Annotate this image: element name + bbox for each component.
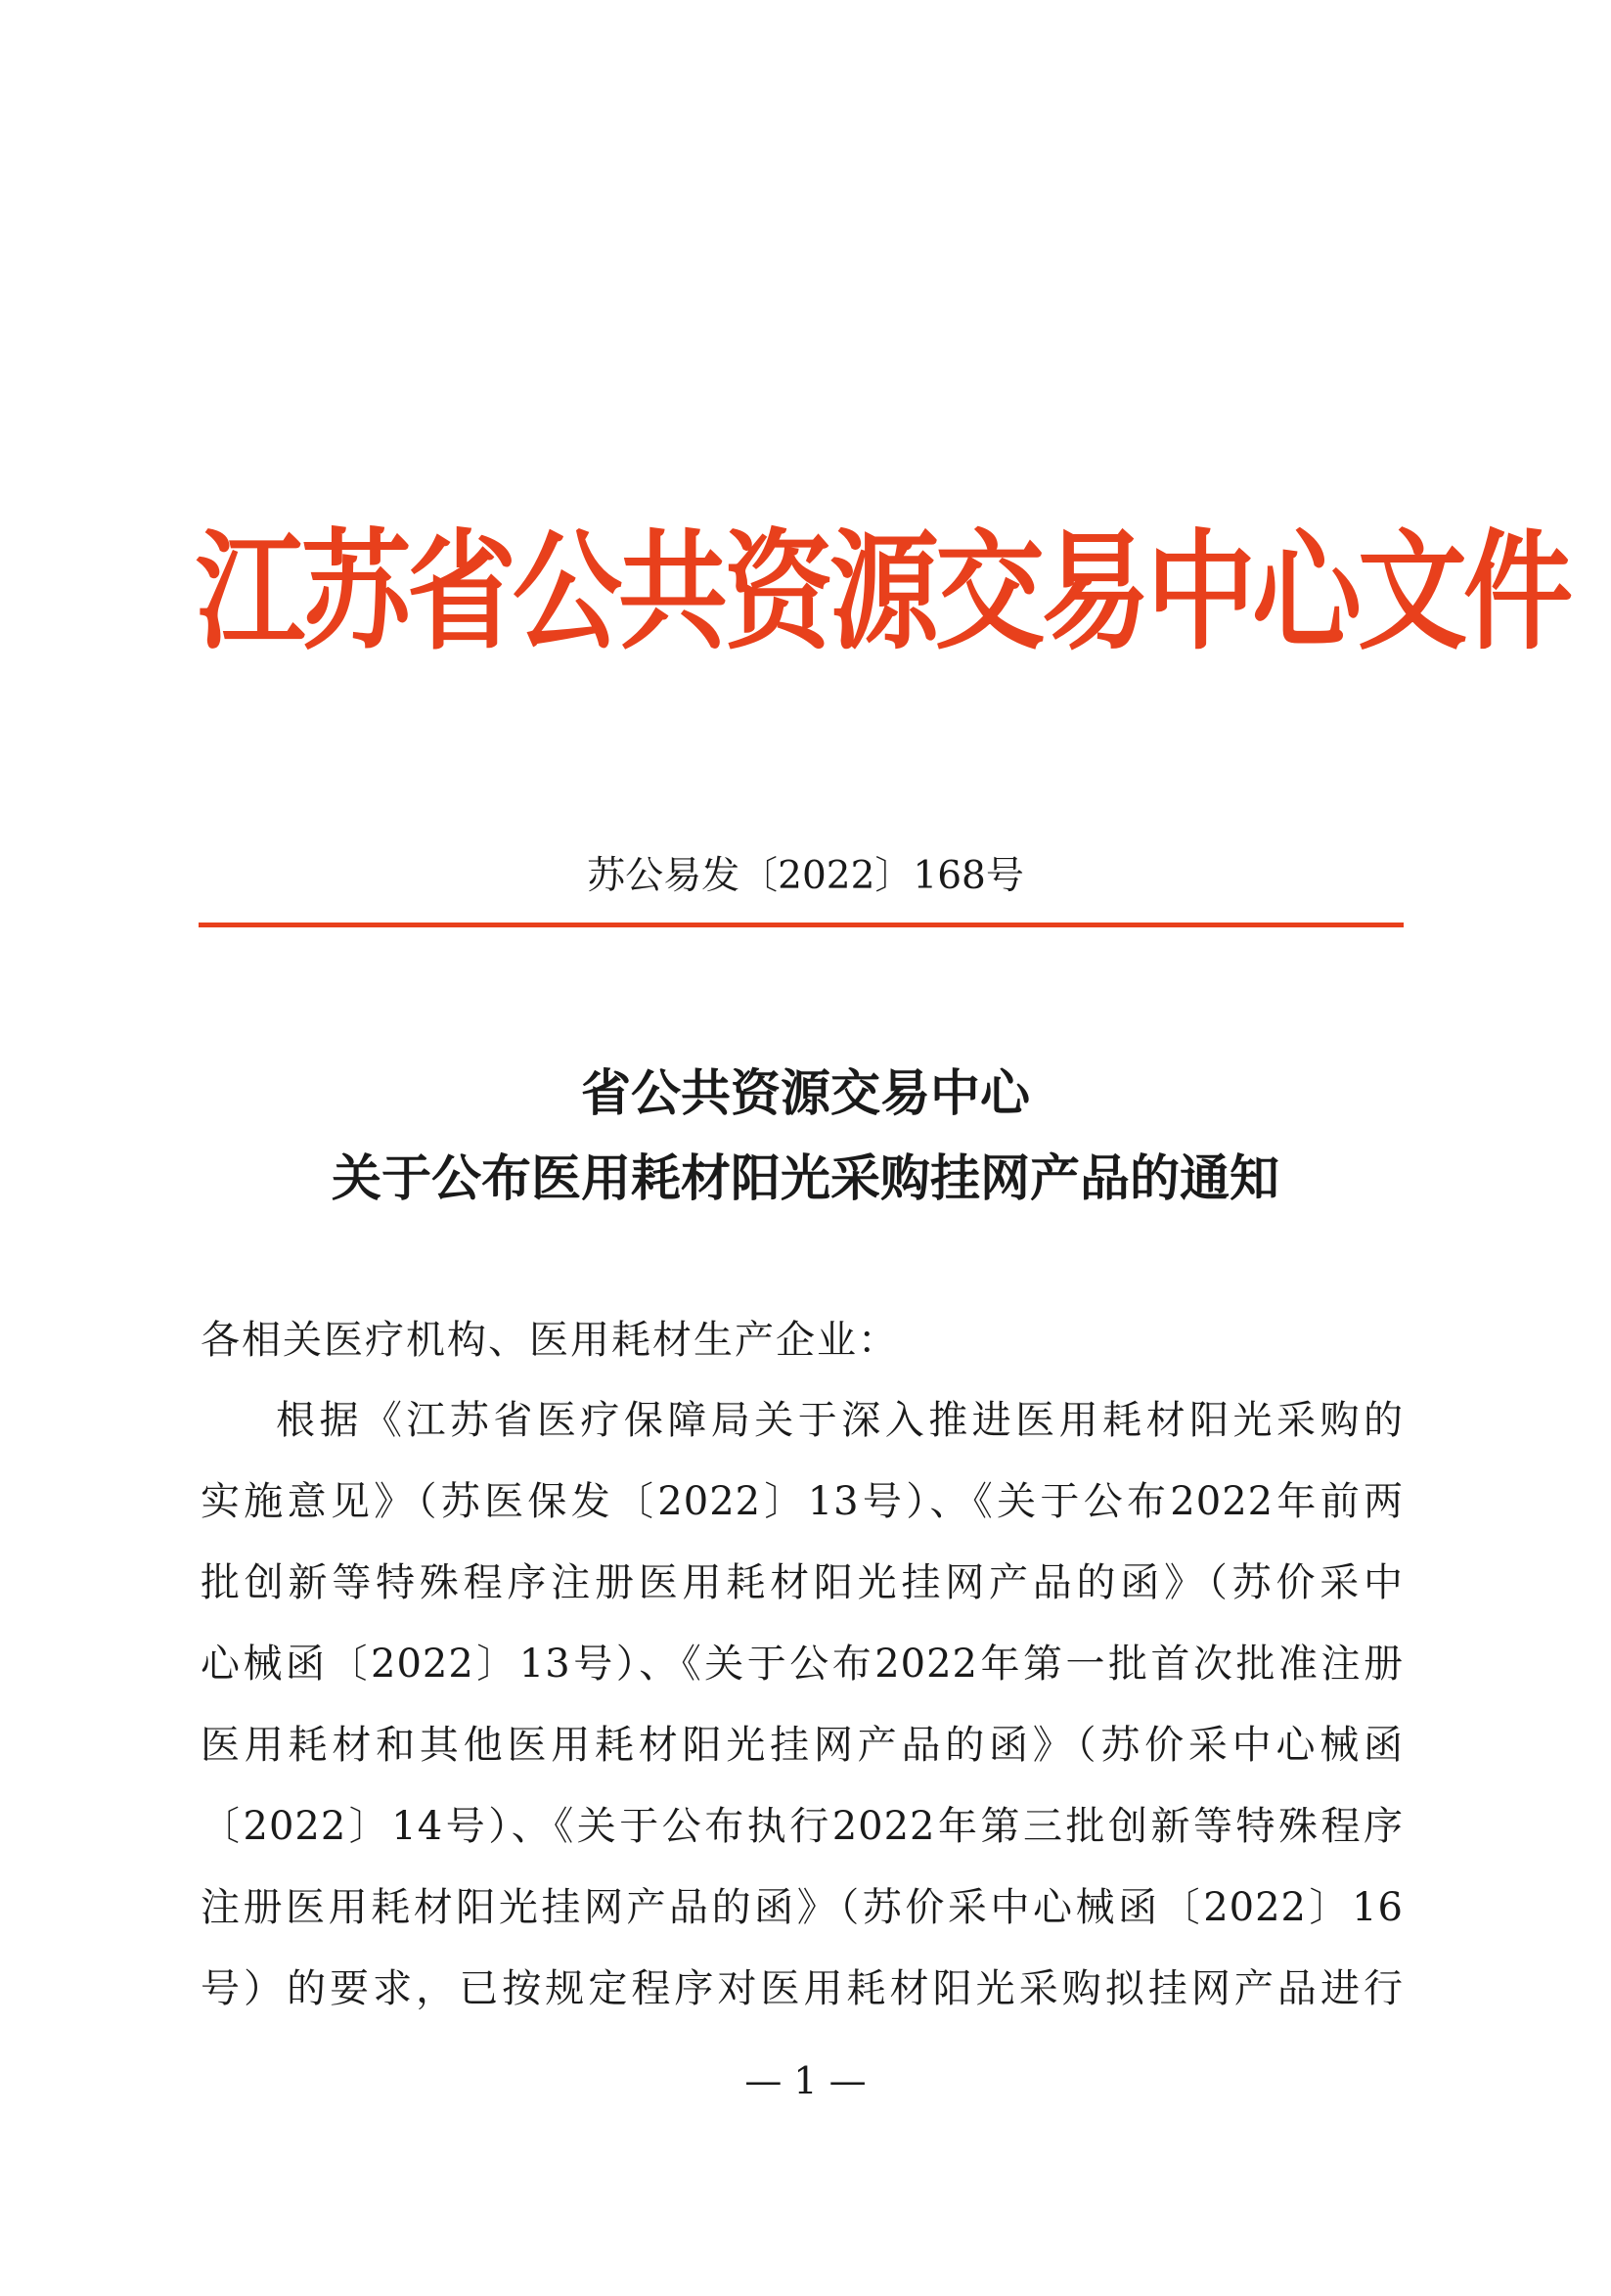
header-divider bbox=[199, 923, 1404, 927]
body-line: 注册医用耗材阳光挂网产品的函》（苏价采中心械函〔2022〕16 bbox=[201, 1885, 1404, 1930]
body-line: 〔2022〕14号）、《关于公布执行2022年第三批创新等特殊程序 bbox=[201, 1804, 1404, 1849]
body-line: 根据《江苏省医疗保障局关于深入推进医用耗材阳光采购的 bbox=[276, 1398, 1404, 1443]
body-line: 医用耗材和其他医用耗材阳光挂网产品的函》（苏价采中心械函 bbox=[201, 1723, 1404, 1768]
notice-title-line-1: 省公共资源交易中心 bbox=[580, 1064, 1030, 1123]
body-line: 号）的要求，已按规定程序对医用耗材阳光采购拟挂网产品进行 bbox=[201, 1966, 1404, 2011]
issuer-title: 江苏省公共资源交易中心文件 bbox=[196, 518, 1569, 668]
body-line: 实施意见》（苏医保发〔2022〕13号）、《关于公布2022年前两 bbox=[201, 1479, 1404, 1524]
body-line: 批创新等特殊程序注册医用耗材阳光挂网产品的函》（苏价采中 bbox=[201, 1560, 1404, 1605]
salutation: 各相关医疗机构、医用耗材生产企业： bbox=[201, 1318, 899, 1363]
page-number: — 1 — bbox=[744, 2059, 867, 2102]
document-number: 苏公易发〔2022〕168号 bbox=[587, 854, 1024, 898]
notice-title-line-2: 关于公布医用耗材阳光采购挂网产品的通知 bbox=[331, 1149, 1279, 1208]
body-line: 心械函〔2022〕13号）、《关于公布2022年第一批首次批准注册 bbox=[201, 1642, 1404, 1687]
